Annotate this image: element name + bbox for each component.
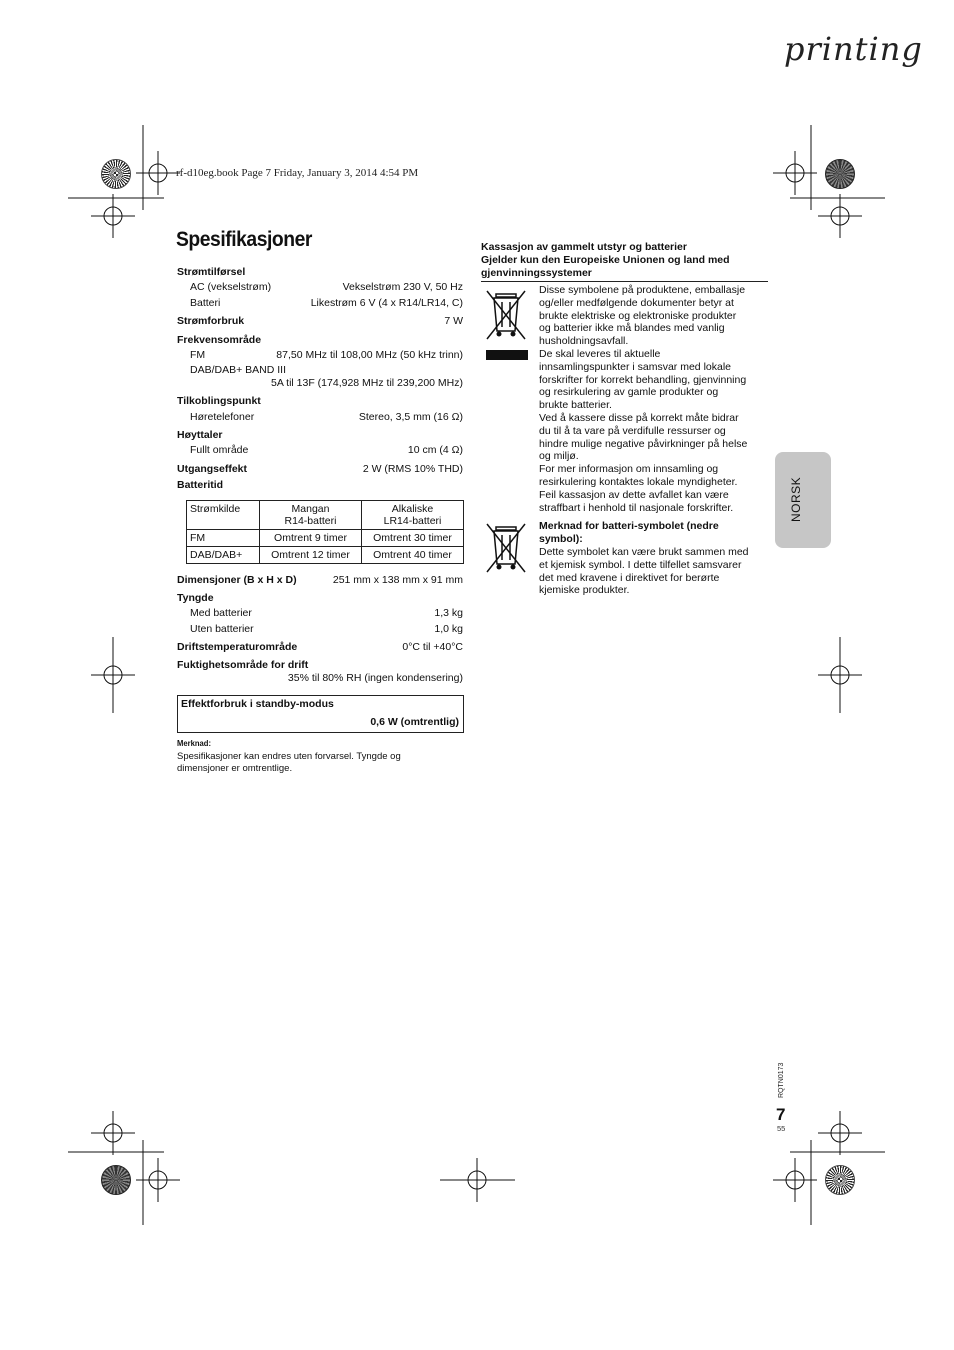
divider (481, 281, 768, 282)
table-header-cell: Mangan R14-batteri (260, 501, 362, 530)
spec-speakers-label: Høyttaler (177, 429, 223, 441)
note-text: Spesifikasjoner kan endres uten forvarsel. Tyngde og dimensjoner er omtrentlige. (177, 751, 401, 774)
registration-rosette-icon (101, 159, 131, 189)
standby-box (177, 695, 464, 733)
spec-power-supply-label: Strømtilførsel (177, 266, 246, 278)
standby-label: Effektforbruk i standby-modus (181, 698, 334, 710)
registration-rosette-icon (825, 1165, 855, 1195)
table-header-cell: Alkaliske LR14-batteri (362, 501, 464, 530)
standby-value: 0,6 W (omtrentlig) (370, 716, 459, 728)
table-cell: Omtrent 30 timer (362, 530, 464, 547)
table-cell: Omtrent 9 timer (260, 530, 362, 547)
disposal-text: Disse symbolene på produktene, emballasje og/eller medfølgende dokumenter betyr at brukte elektriske og elektroniske produkter og batterier ikke må blandes med vanlig husholdningsavfall. De skal leveres til aktuelle innsamlingspunkter i samsvar med lokale forskrifter for korrekt behandling, gjenvinning og resirkulering av gamle produkter og brukte batterier. Ved å kassere disse på korrekt måte bidrar du til å ta vare på verdifulle ressurser og hindre mulige negative påvirkninger på helse og miljø. For mer informasjon om innsamling og resirkulering kontaktes lokale myndigheter. Feil kassasjon av dette avfallet kan være straffbart i henhold til nasjonale forskrifter. (539, 284, 748, 514)
spec-frequency-label: Frekvensområde (177, 334, 262, 346)
note-label: Merknad: (177, 738, 212, 748)
spec-humidity-label: Fuktighetsområde for drift (177, 659, 309, 671)
table-row (187, 501, 464, 530)
book-info-line: rf-d10eg.book Page 7 Friday, January 3, 2014 4:54 PM (176, 167, 419, 179)
table-header-cell: Strømkilde (187, 501, 260, 530)
disposal-heading: Kassasjon av gammelt utstyr og batterier Gjelder kun den Europeiske Unionen og land med gjenvinningssystemer (481, 241, 730, 279)
spec-weight-label: Tyngde (177, 592, 214, 604)
page-number: 7 (776, 1105, 786, 1124)
crossed-bin-icon (483, 287, 529, 343)
table-cell: Omtrent 12 timer (260, 547, 362, 564)
spec-temperature: Driftstemperaturområde 0°C til +40°C (177, 641, 463, 653)
table-row (187, 547, 464, 564)
table-cell: FM (187, 530, 260, 547)
spec-power-consumption: Strømforbruk 7 W (177, 315, 463, 327)
printing-watermark: printing (784, 30, 923, 68)
battery-note-text: Dette symbolet kan være brukt sammen med et kjemisk symbol. I dette tilfellet samsvarer det med kravene i direktivet for berørte kjemiske produkter. (539, 546, 749, 597)
table-row (187, 530, 464, 547)
spec-connection-label: Tilkoblingspunkt (177, 395, 261, 407)
language-tab-label: NORSK (789, 476, 803, 522)
page-subnumber: 55 (777, 1124, 786, 1133)
solid-bar-icon (486, 350, 528, 360)
table-cell: DAB/DAB+ (187, 547, 260, 564)
language-tab (775, 452, 831, 548)
registration-rosette-icon (101, 1165, 131, 1195)
spec-battery-life-label: Batteritid (177, 479, 224, 491)
page-title: Spesifikasjoner (176, 228, 312, 251)
battery-note-heading: Merknad for batteri-symbolet (nedre symbol): (539, 520, 719, 545)
spec-output: Utgangseffekt 2 W (RMS 10% THD) (177, 463, 463, 475)
battery-life-table (186, 500, 464, 564)
document-code: RQTN0173 (778, 1062, 785, 1098)
spec-dimensions: Dimensjoner (B x H x D) 251 mm x 138 mm x 91 mm (177, 574, 463, 586)
crossed-bin-battery-icon (483, 520, 529, 576)
table-cell: Omtrent 40 timer (362, 547, 464, 564)
registration-rosette-icon (825, 159, 855, 189)
